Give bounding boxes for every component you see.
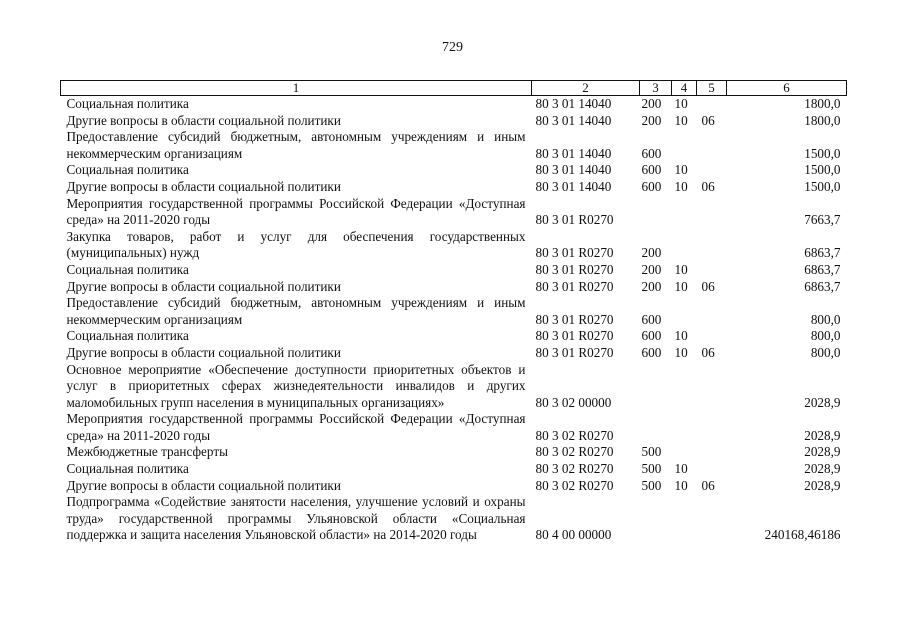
cell-amount: 1500,0 (804, 145, 841, 161)
cell-expense-type: 600 (641, 145, 662, 161)
cell-target-code: 80 3 02 R0270 (535, 444, 614, 460)
table-row (61, 162, 847, 179)
cell-expense-type: 500 (641, 461, 662, 477)
cell-name: Другие вопросы в области социальной политики (66, 477, 341, 493)
cell-target-code: 80 3 01 R0270 (535, 212, 614, 228)
table-body (61, 96, 847, 545)
cell-section (672, 196, 697, 229)
table-row (61, 113, 847, 130)
cell-section: 10 (674, 278, 688, 294)
cell-expense-type: 500 (641, 444, 662, 460)
cell-expense-type (640, 362, 672, 412)
cell-section: 10 (674, 328, 688, 344)
cell-amount: 1800,0 (804, 96, 841, 111)
cell-section (672, 295, 697, 328)
cell-expense-type: 600 (641, 162, 662, 178)
cell-subsection (697, 362, 727, 412)
cell-section (672, 444, 697, 461)
cell-target-code: 80 3 02 00000 (535, 394, 612, 410)
cell-subsection (697, 96, 727, 113)
cell-subsection (697, 444, 727, 461)
table-row (61, 328, 847, 345)
table-row (61, 295, 847, 328)
cell-target-code: 80 3 01 R0270 (535, 344, 614, 360)
header-row (61, 81, 847, 96)
cell-expense-type: 600 (641, 344, 662, 360)
cell-section: 10 (674, 162, 688, 178)
cell-amount: 1500,0 (804, 162, 841, 178)
cell-name: Межбюджетные трансферты (66, 444, 228, 460)
table-row (61, 196, 847, 229)
cell-amount: 2028,9 (804, 394, 841, 410)
cell-section: 10 (674, 112, 688, 128)
cell-amount: 800,0 (810, 311, 841, 327)
cell-subsection: 06 (701, 178, 715, 194)
cell-expense-type (640, 196, 672, 229)
table-row (61, 444, 847, 461)
cell-name: Социальная политика (66, 328, 189, 344)
cell-name: Мероприятия государственной программы Российской Федерации «Доступная среда» на 2011-2020 годы (66, 411, 526, 443)
cell-subsection (697, 295, 727, 328)
cell-amount: 2028,9 (804, 461, 841, 477)
cell-target-code: 80 3 02 R0270 (535, 477, 614, 493)
table-row (61, 179, 847, 196)
cell-amount: 1500,0 (804, 178, 841, 194)
cell-subsection (697, 328, 727, 345)
cell-amount: 1800,0 (804, 112, 841, 128)
header-col-name: 1 (61, 81, 532, 96)
header-col-vr: 3 (640, 81, 672, 96)
cell-amount: 2028,9 (804, 427, 841, 443)
cell-target-code: 80 3 01 R0270 (535, 311, 614, 327)
cell-name: Предоставление субсидий бюджетным, автономным учреждениям и иным некоммерческим организациям (66, 129, 526, 161)
cell-name: Подпрограмма «Содействие занятости населения, улучшение условий и охраны труда» государственной программы Ульяновской области «Социальная поддержка и защита населения Ульяновской области» на 2014-2020 годы (66, 494, 526, 543)
cell-subsection (697, 461, 727, 478)
cell-target-code: 80 3 01 14040 (535, 162, 612, 178)
cell-section (672, 494, 697, 544)
cell-expense-type (640, 494, 672, 544)
cell-section (672, 362, 697, 412)
cell-subsection: 06 (701, 112, 715, 128)
cell-target-code: 80 3 01 R0270 (535, 328, 614, 344)
cell-amount: 240168,46186 (764, 527, 841, 543)
cell-name: Другие вопросы в области социальной политики (66, 344, 341, 360)
cell-subsection (697, 411, 727, 444)
table-row (61, 96, 847, 113)
cell-name: Другие вопросы в области социальной политики (66, 178, 341, 194)
cell-target-code: 80 3 01 R0270 (535, 261, 614, 277)
cell-subsection (697, 494, 727, 544)
cell-amount: 800,0 (810, 328, 841, 344)
cell-subsection (697, 229, 727, 262)
table-row (61, 279, 847, 296)
cell-section: 10 (674, 261, 688, 277)
table-row (61, 362, 847, 412)
cell-amount: 6863,7 (804, 245, 841, 261)
page-number: 729 (442, 40, 463, 55)
cell-subsection (697, 129, 727, 162)
header-col-csr: 2 (532, 81, 640, 96)
cell-subsection (697, 262, 727, 279)
cell-name: Предоставление субсидий бюджетным, автономным учреждениям и иным некоммерческим организациям (66, 295, 526, 327)
cell-subsection: 06 (701, 344, 715, 360)
cell-name: Закупка товаров, работ и услуг для обеспечения государственных (муниципальных) нужд (66, 228, 526, 261)
cell-subsection: 06 (701, 477, 715, 493)
cell-amount: 2028,9 (804, 477, 841, 493)
cell-subsection (697, 162, 727, 179)
cell-section: 10 (674, 344, 688, 360)
cell-target-code: 80 4 00 00000 (535, 527, 612, 543)
table-row (61, 478, 847, 495)
table-row (61, 262, 847, 279)
cell-expense-type: 200 (641, 245, 662, 261)
table-row (61, 129, 847, 162)
header-col-pr: 5 (697, 81, 727, 96)
header-col-rz: 4 (672, 81, 697, 96)
cell-amount: 7663,7 (804, 212, 841, 228)
cell-name: Основное мероприятие «Обеспечение доступности приоритетных объектов и услуг в приоритетных сферах жизнедеятельности инвалидов и других маломобильных групп населения в муниципальных организациях» (66, 361, 526, 410)
table-row (61, 461, 847, 478)
cell-amount: 2028,9 (804, 444, 841, 460)
cell-section: 10 (674, 96, 688, 111)
cell-target-code: 80 3 02 R0270 (535, 461, 614, 477)
cell-expense-type: 600 (641, 311, 662, 327)
cell-expense-type: 200 (641, 112, 662, 128)
cell-target-code: 80 3 02 R0270 (535, 427, 614, 443)
cell-expense-type: 600 (641, 328, 662, 344)
header-col-sum: 6 (727, 81, 847, 96)
cell-name: Социальная политика (66, 461, 189, 477)
cell-amount: 6863,7 (804, 278, 841, 294)
cell-name: Социальная политика (66, 261, 189, 277)
cell-expense-type: 600 (641, 178, 662, 194)
cell-section: 10 (674, 461, 688, 477)
table-header (61, 81, 847, 96)
cell-section: 10 (674, 178, 688, 194)
budget-table (60, 80, 847, 544)
cell-expense-type: 200 (641, 261, 662, 277)
cell-target-code: 80 3 01 14040 (535, 178, 612, 194)
cell-section (672, 129, 697, 162)
cell-section (672, 229, 697, 262)
cell-name: Другие вопросы в области социальной политики (66, 112, 341, 128)
table-row (61, 494, 847, 544)
cell-name: Другие вопросы в области социальной политики (66, 278, 341, 294)
cell-amount: 6863,7 (804, 261, 841, 277)
cell-section (672, 411, 697, 444)
cell-name: Мероприятия государственной программы Российской Федерации «Доступная среда» на 2011-2020 годы (66, 195, 526, 228)
cell-expense-type: 500 (641, 477, 662, 493)
table-row (61, 345, 847, 362)
cell-target-code: 80 3 01 14040 (535, 96, 612, 111)
cell-subsection (697, 196, 727, 229)
cell-subsection: 06 (701, 278, 715, 294)
cell-section: 10 (674, 477, 688, 493)
cell-expense-type: 200 (641, 96, 662, 111)
cell-expense-type (640, 411, 672, 444)
cell-target-code: 80 3 01 R0270 (535, 278, 614, 294)
cell-target-code: 80 3 01 14040 (535, 145, 612, 161)
cell-amount: 800,0 (810, 344, 841, 360)
cell-target-code: 80 3 01 14040 (535, 112, 612, 128)
table-row (61, 411, 847, 444)
cell-name: Социальная политика (66, 162, 189, 178)
table-row (61, 229, 847, 262)
cell-name: Социальная политика (66, 96, 189, 111)
cell-expense-type: 200 (641, 278, 662, 294)
cell-target-code: 80 3 01 R0270 (535, 245, 614, 261)
